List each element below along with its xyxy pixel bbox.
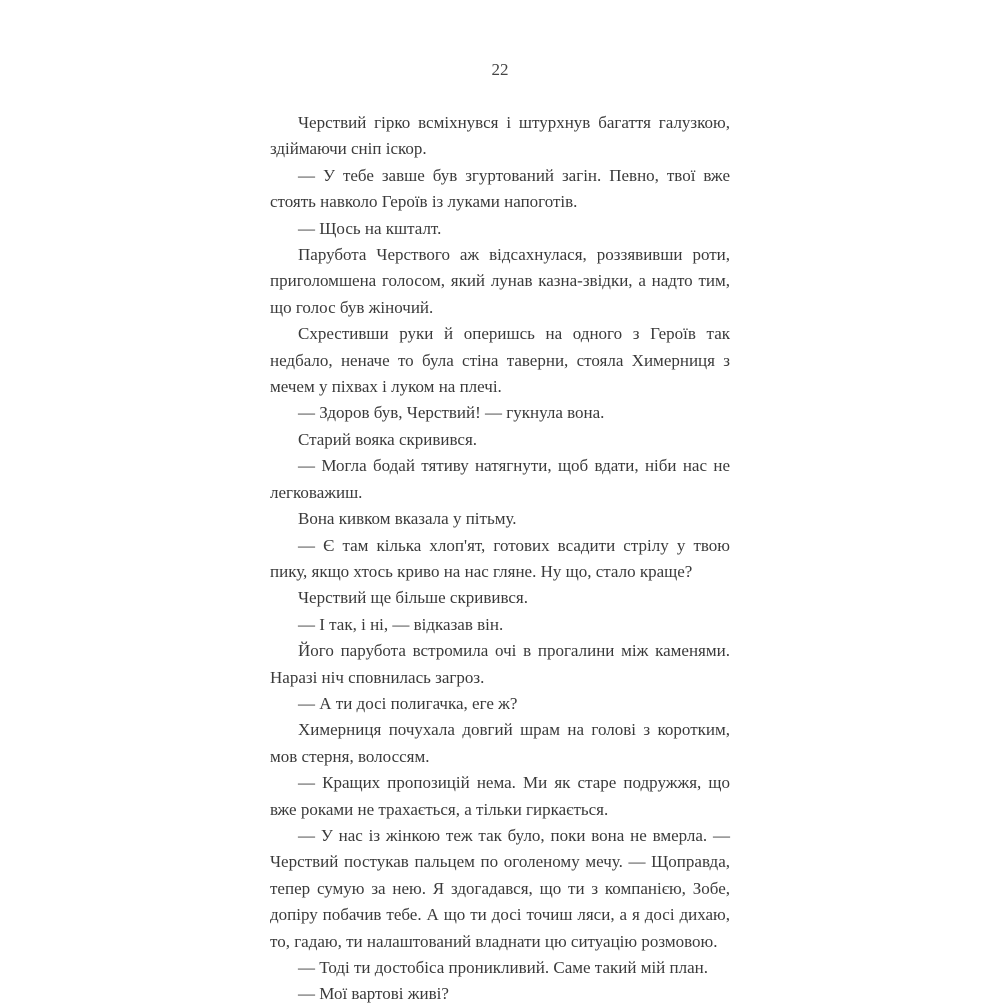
- paragraph: Парубота Черствого аж відсахнулася, роззявивши роти, приголомшена голосом, який лунав казна-звідки, а надто тим, що голос був жіночий.: [270, 245, 730, 317]
- paragraph: — Мої вартові живі?: [298, 984, 449, 1004]
- paragraph: Черствий ще більше скривився.: [298, 588, 528, 608]
- paragraph: — А ти досі полигачка, еге ж?: [298, 693, 518, 713]
- paragraph: Схрестивши руки й оперишсь на одного з Героїв так недбало, неначе то була стіна таверни, стояла Химерниця з мечем у піхвах і луком на плечі.: [270, 324, 730, 397]
- paragraph: Вона кивком вказала у пітьму.: [298, 509, 517, 529]
- paragraph: — Здоров був, Черствий! — гукнула вона.: [298, 403, 605, 423]
- paragraph: Химерниця почухала довгий шрам на голові з коротким, мов стерня, волоссям.: [270, 720, 730, 766]
- body-text: [270, 110, 730, 1008]
- paragraph: — І так, і ні, — відказав він.: [298, 614, 504, 634]
- paragraph: — Щось на кшталт.: [298, 218, 442, 238]
- paragraph: — Є там кілька хлоп'ят, готових всадити стрілу у твою пику, якщо хтось криво на нас гляне. Ну що, стало краще?: [270, 535, 730, 581]
- paragraph: Старий вояка скривився.: [298, 429, 478, 449]
- paragraph: — У тебе завше був згуртований загін. Певно, твої вже стоять навколо Героїв із луками напоготів.: [270, 165, 730, 212]
- page-number: 22: [491, 60, 509, 79]
- paragraph: — У нас із жінкою теж так було, поки вона не вмерла. — Черствий постукав пальцем по оголеному мечу. — Щоправда, тепер сумую за нею. Я здогадався, що ти з компанією, Зобе, допіру побачив тебе. А що ти досі точиш ляси, а я досі дихаю, то, гадаю, ти налаштований владнати цю ситуацію розмовою.: [270, 825, 730, 951]
- paragraph: — Могла бодай тятиву натягнути, щоб вдати, ніби нас не легковажиш.: [270, 456, 730, 502]
- paragraph: Його парубота встромила очі в прогалини між каменями. Наразі ніч сповнилась загроз.: [270, 641, 730, 687]
- paragraph: — Тоді ти достобіса проникливий. Саме такий мій план.: [298, 958, 708, 977]
- paragraph: Черствий гірко всміхнувся і штурхнув багаття галузкою, здіймаючи сніп іскор.: [270, 113, 730, 159]
- paragraph: — Кращих пропозицій нема. Ми як старе подружжя, що вже роками не трахається, а тільки гиркається.: [270, 773, 730, 819]
